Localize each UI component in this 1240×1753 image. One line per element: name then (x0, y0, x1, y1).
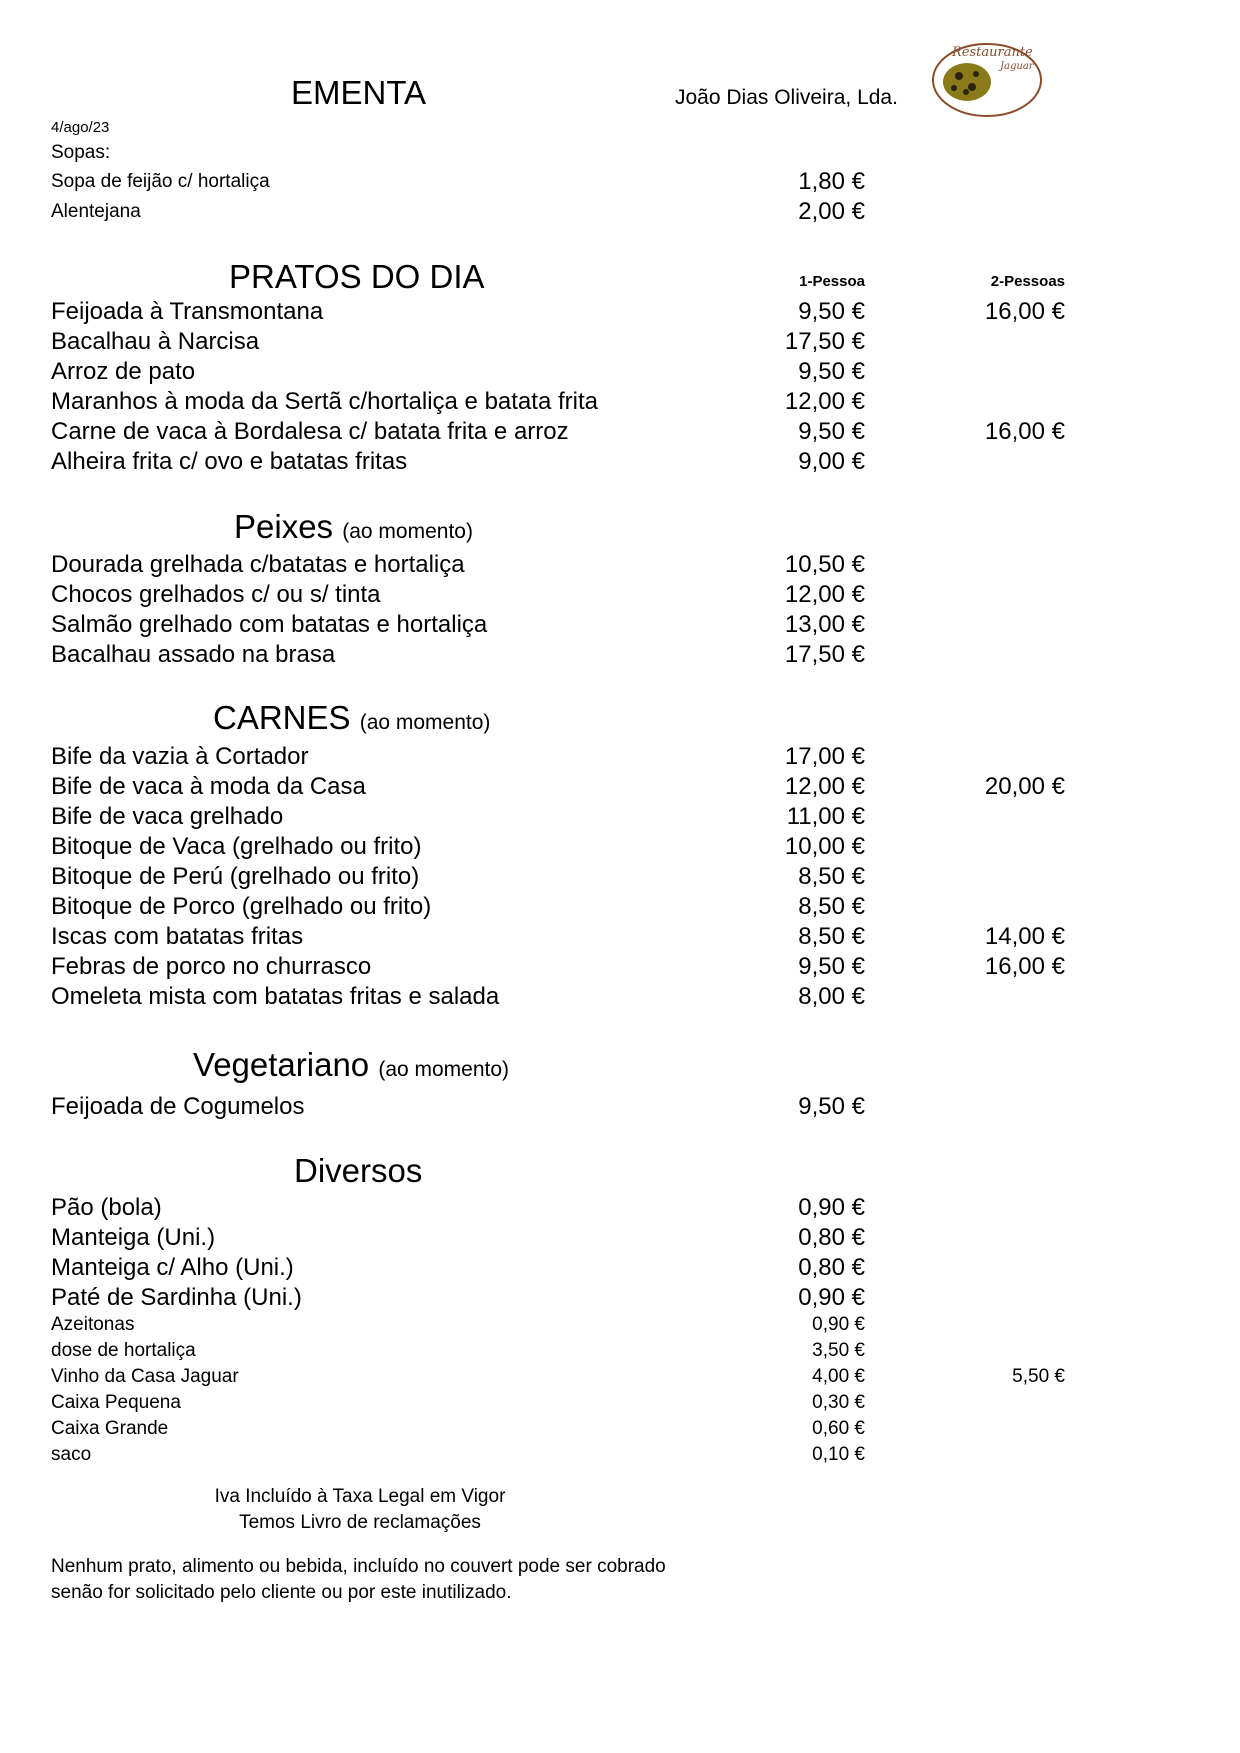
column-header-1-pessoa: 1-Pessoa (799, 273, 865, 290)
column-header-2-pessoas: 2-Pessoas (990, 273, 1065, 290)
list-item: Salmão grelhado com batatas e hortaliça 13,00 € (51, 611, 865, 638)
list-item: Pão (bola) 0,90 € (51, 1194, 865, 1221)
menu-date: 4/ago/23 (51, 119, 110, 136)
list-item: Manteiga c/ Alho (Uni.) 0,80 € (51, 1254, 865, 1281)
list-item: Alentejana 2,00 € (51, 198, 865, 225)
svg-text:Jaguar: Jaguar (1000, 61, 1034, 72)
disclaimer-line-1: Nenhum prato, alimento ou bebida, incluído no couvert pode ser cobrado (51, 1556, 666, 1577)
section-title-peixes: Peixes (ao momento) (234, 508, 473, 545)
list-item: Maranhos à moda da Sertã c/hortaliça e batata frita 12,00 € (51, 388, 865, 415)
list-item: dose de hortaliça 3,50 € (51, 1340, 865, 1361)
list-item: Chocos grelhados c/ ou s/ tinta 12,00 € (51, 581, 865, 608)
section-title-pratos: PRATOS DO DIA (229, 258, 485, 295)
list-item: Bacalhau à Narcisa 17,50 € (51, 328, 865, 355)
list-item: Carne de vaca à Bordalesa c/ batata frita e arroz 9,50 € 16,00 € (51, 418, 1065, 445)
section-title-vegetariano: Vegetariano (ao momento) (193, 1046, 510, 1083)
section-title-carnes: CARNES (ao momento) (213, 699, 491, 736)
list-item: Feijoada à Transmontana 9,50 € 16,00 € (51, 298, 1065, 325)
list-item: Bife de vaca à moda da Casa 12,00 € 20,00 € (51, 773, 1065, 800)
page-title: EMENTA (291, 74, 427, 111)
list-item: Bitoque de Vaca (grelhado ou frito) 10,00 € (51, 833, 865, 860)
list-item: saco 0,10 € (51, 1444, 865, 1465)
list-item: Iscas com batatas fritas 8,50 € 14,00 € (51, 923, 1065, 950)
list-item: Alheira frita c/ ovo e batatas fritas 9,00 € (51, 448, 865, 475)
complaints-book-notice: Temos Livro de reclamações (239, 1512, 481, 1533)
section-note: (ao momento) (359, 711, 491, 734)
list-item: Azeitonas 0,90 € (51, 1314, 865, 1335)
section-title-diversos: Diversos (294, 1152, 423, 1189)
disclaimer-line-2: senão for solicitado pelo cliente ou por este inutilizado. (51, 1582, 512, 1603)
list-item: Bife da vazia à Cortador 17,00 € (51, 743, 865, 770)
svg-text:Restaurante: Restaurante (952, 45, 1033, 60)
company-name: João Dias Oliveira, Lda. (675, 86, 898, 109)
list-item: Vinho da Casa Jaguar 4,00 € 5,50 € (51, 1366, 1065, 1387)
list-item: Bacalhau assado na brasa 17,50 € (51, 641, 865, 668)
list-item: Febras de porco no churrasco 9,50 € 16,00 € (51, 953, 1065, 980)
restaurant-jaguar-logo (930, 40, 1045, 118)
list-item: Omeleta mista com batatas fritas e salada 8,00 € (51, 983, 865, 1010)
list-item: Sopa de feijão c/ hortaliça 1,80 € (51, 168, 865, 195)
list-item: Bife de vaca grelhado 11,00 € (51, 803, 865, 830)
list-item: Dourada grelhada c/batatas e hortaliça 10,50 € (51, 551, 865, 578)
list-item: Arroz de pato 9,50 € (51, 358, 865, 385)
list-item: Paté de Sardinha (Uni.) 0,90 € (51, 1284, 865, 1311)
sopas-label: Sopas: (51, 142, 111, 163)
list-item: Bitoque de Perú (grelhado ou frito) 8,50 € (51, 863, 865, 890)
list-item: Manteiga (Uni.) 0,80 € (51, 1224, 865, 1251)
iva-notice: Iva Incluído à Taxa Legal em Vigor (214, 1486, 506, 1507)
section-note: (ao momento) (342, 520, 473, 543)
list-item: Feijoada de Cogumelos 9,50 € (51, 1093, 865, 1120)
section-note: (ao momento) (378, 1058, 510, 1081)
list-item: Caixa Grande 0,60 € (51, 1418, 865, 1439)
list-item: Caixa Pequena 0,30 € (51, 1392, 865, 1413)
list-item: Bitoque de Porco (grelhado ou frito) 8,50 € (51, 893, 865, 920)
